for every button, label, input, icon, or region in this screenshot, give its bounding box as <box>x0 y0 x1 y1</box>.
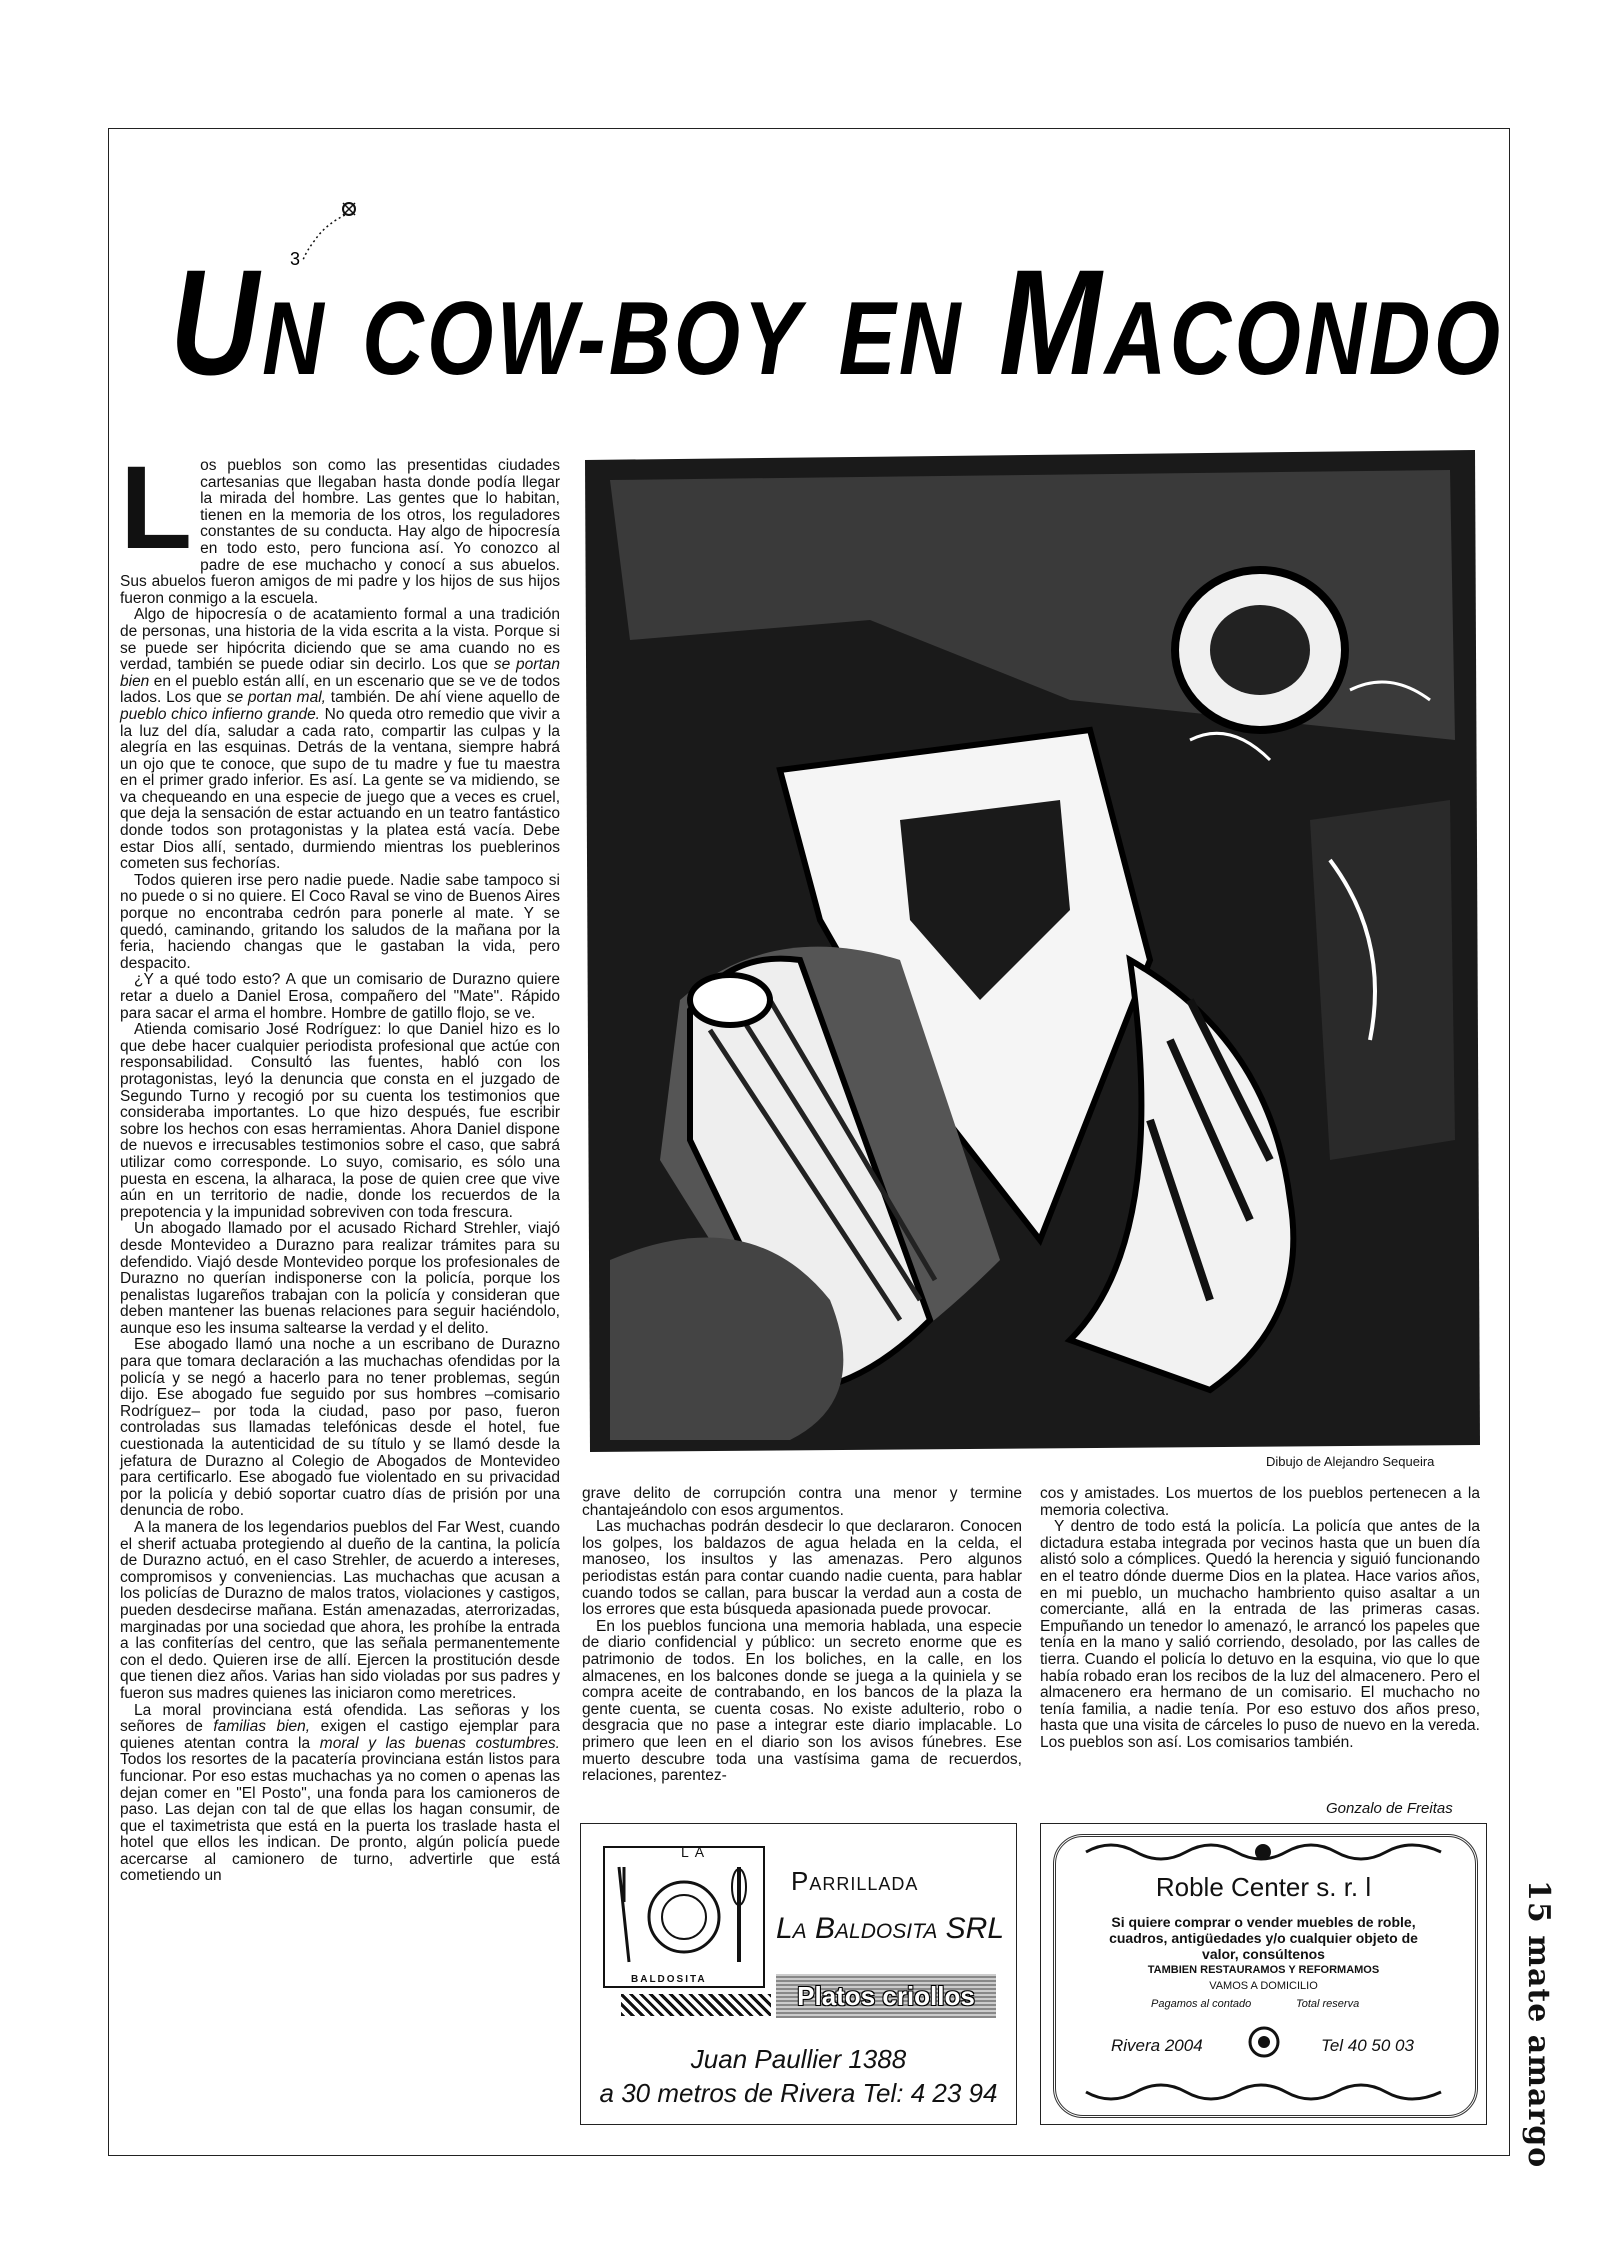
paragraph: grave delito de corrupción contra una menor y termine chantajeándolo con esos argumentos. <box>582 1485 1022 1519</box>
paragraph-text: Todos los resortes de la pacatería provinciana están listos para funcionar. Por eso estas muchachas ya no comen o apenas las dejan comer en "El Posto", una fonda para los camioneros de paso. Las dejan con tal de que ellas los hagan consumir, de que el taximetrista que está en la puerta los traslade hasta el hotel que ellos les indican. De pronto, algún policía puede acercarse al camionero de turno, advertirle que está cometiendo un <box>120 1751 560 1885</box>
paragraph: ¿Y a qué todo esto? A que un comisario de Durazno quiere retar a duelo a Daniel Erosa, compañero del "Mate". Rápido para sacar el arma el hombre. Hombre de gatillo flojo, se ve. <box>120 971 560 1022</box>
paragraph-text: os pueblos son como las presentidas ciudades cartesanias que llegaban hasta donde podía llegar la mirada del hombre. Las gentes que lo habitan, tienen en la memoria de los otros, los reguladores constantes de su conducta. Hay algo de hipocresía en todo esto, pero funciona así. Yo conozco al padre de ese muchacho y conocí a sus abuelos. Sus abuelos fueron amigos de mi padre y los hijos de sus hijos fueron conmigo a la escuela. <box>120 457 560 607</box>
title-part: ACONDO <box>1104 281 1504 397</box>
svg-text:3: 3 <box>290 249 301 269</box>
article-column-2 <box>582 1486 1022 1785</box>
hatched-strip <box>621 1994 771 2016</box>
title-part: U <box>170 238 263 406</box>
ad-payment: Pagamos al contado <box>1151 1998 1252 2010</box>
ad-address: Rivera 2004 <box>1111 2036 1203 2055</box>
article-title <box>170 238 1504 406</box>
ornament-bottom-icon <box>1081 2078 1446 2106</box>
article-column-3 <box>1040 1486 1480 1752</box>
sign-bottom-text: BALDOSITA <box>631 1974 707 1985</box>
italic-text: moral y las buenas costumbres. <box>319 1734 560 1752</box>
paragraph: Atienda comisario José Rodríguez: lo que Daniel hizo es lo que debe hacer cualquier periodista profesional que actúe con responsabilidad. Consultó las fuentes, habló con los protagonistas, leyó la denuncia que consta en el juzgado de Segundo Turno y recogió por su cuenta los testimonios que consideraba importantes. Lo que hizo después, fue escribir sobre los hechos con esas herramientas. Ahora Daniel dispone de nuevos e irrecusables testimonios sobre el caso, que sabrá utilizar como corresponde. Lo suyo, comisario, es sólo una puesta en escena, la alharaca, la pose de quien cree que vive aún en un territorio de nadie, donde los recuerdos de la prepotencia y la impunidad sobreviven con toda frescura. <box>120 1021 560 1221</box>
title-part: N <box>262 281 327 397</box>
title-part: COW-BOY <box>362 281 804 397</box>
author-signature: Gonzalo de Freitas <box>1326 1800 1453 1817</box>
paragraph: Y dentro de todo está la policía. La policía que antes de la dictadura estaba integrada por vecinos hasta que un buen día alistó solo a cómplices. Quedó la herencia y siguió funcionando en el teatro dónde duerme Dios en la platea. Hace varios años, en mi pueblo, un muchacho hambriento quiso asaltar a un comerciante, allá en la entrada de las primeras casas. Empuñando un tenedor lo amenazó, le arrancó los papeles que tenía en la mano y salió corriendo, desolado, por las calles de tierra. Cuando el policía lo detuvo en la esquina, vio que lo que había robado eran los recibos de la luz del almacenero. Pero el almacenero era hermano de un comisario. El muchacho no tenía familia, a nadie tenía. Por eso estuvo dos años preso, hasta que una visita de cárceles lo puso de nuevo en la vereda. Los pueblos son así. Los comisarios también. <box>1040 1518 1480 1751</box>
paragraph <box>120 1703 560 1886</box>
ad-la-baldosita <box>580 1823 1017 2125</box>
restaurant-sign-icon <box>599 1842 769 1992</box>
paragraph: Un abogado llamado por el acusado Richard Strehler, viajó desde Montevideo a Durazno para realizar trámites para su defendido. Viajó desde Montevideo porque los profesionales de Durazno no querían indisponerse con la policía, porque los penalistas lugareños trabajan con la policía y consideran que deben mantener las buenas relaciones para seguir haciéndolo, aunque eso les insuma saltearse la verdad y el delito. <box>120 1220 560 1337</box>
ad-badge: Platos criollos <box>776 1974 996 2018</box>
paragraph-text: No queda otro remedio que vivir a la luz del día, saludar a cada rato, compartir las culpas y la alegría en las esquinas. Detrás de la ventana, siempre habrá un ojo que te conoce, que supo de tu madre y fue tu maestra en el primer grado inferior. Es así. La gente se va midiendo, se va chequeando en una especie de juego que a veces es cruel, que deja la sensación de estar actuando en un teatro fantástico donde todos son protagonistas y la platea está vacía. Debe estar Dios allí, sentado, durmiendo mientras los pueblerinos cometen sus fechorías. <box>120 705 560 873</box>
italic-text: pueblo chico infierno grande. <box>120 705 320 723</box>
paragraph-text: también. De ahí viene aquello de <box>330 689 560 707</box>
italic-text: familias bien, <box>213 1718 311 1736</box>
paragraph <box>120 607 560 873</box>
italic-text: se portan mal, <box>226 689 326 707</box>
ad-roble-center <box>1040 1823 1487 2125</box>
paragraph: A la manera de los legendarios pueblos del Far West, cuando el sherif actuaba protegiendo al dueño de la cantina, la policía de Durazno actuó, en el caso Strehler, de acuerdo a intereses, compromisos y conveniencias. Las muchachas que acusan a los policías de Durazno de malos tratos, violaciones y castigos, pueden desdecirse mañana. Están amenazadas, aterrorizadas, marginadas por una sociedad que ahora, les prohíbe la entrada a las confiterías del centro, que las señala permanentemente con el dedo. Quieren irse de allí. Ejercen la prostitución desde que tienen diez años. Varias han sido violadas por sus padres y fueron sus madres quienes las iniciaron como meretrices. <box>120 1519 560 1702</box>
paragraph-text: Algo de hipocresía o de acatamiento formal a una tradición de personas, una historia de la vida escrita a la vista. Porque si se puede ser hipócrita diciendo que se ama cuando no es verdad, también se puede odiar sin decirlo. Los que <box>120 606 560 674</box>
ad-phone: Tel 40 50 03 <box>1321 2036 1414 2055</box>
title-part: M <box>998 238 1105 406</box>
paragraph-text: en el pueblo están allí, en un escenario que se ve de todos lados. Los que <box>120 672 561 707</box>
page-label <box>1521 1880 1556 2168</box>
paragraph <box>120 442 560 607</box>
publication-sidebar <box>1521 1880 1596 2180</box>
paragraph-text: La moral provinciana está ofendida. Las señoras y los señores de <box>120 1701 560 1736</box>
ad-address-phone: a 30 metros de Rivera Tel: 4 23 94 <box>599 2078 998 2108</box>
ad-heading: Parrillada <box>791 1866 919 1896</box>
ad-payment-2: Total reserva <box>1296 1998 1360 2010</box>
title-part: EN <box>838 281 964 397</box>
ad-address: Juan Paullier 1388 <box>690 2044 907 2074</box>
ad-company-name: Roble Center s. r. l <box>1155 1872 1372 1902</box>
ad-service-2: VAMOS A DOMICILIO <box>1209 1980 1318 1992</box>
article-column-1 <box>120 442 561 1885</box>
illustration-caption: Dibujo de Alejandro Sequeira <box>1266 1454 1435 1469</box>
ad-description: Si quiere comprar o vender muebles de roble, cuadros, antigüedades y/o cualquier objeto de valor, consúltenos <box>1109 1914 1418 1962</box>
ad-service: TAMBIEN RESTAURAMOS Y REFORMAMOS <box>1147 1964 1380 1976</box>
ad-company-name: La Baldosita SRL <box>776 1912 1005 1945</box>
ornament-top-icon <box>1081 1838 1446 1866</box>
drop-cap: L <box>120 442 193 574</box>
paragraph: cos y amistades. Los muertos de los pueblos pertenecen a la memoria colectiva. <box>1040 1485 1480 1519</box>
ornament-medallion-icon <box>1246 2024 1282 2060</box>
paragraph: Todos quieren irse pero nadie puede. Nadie sabe tampoco si no puede o si no quiere. El Coco Raval se vino de Buenos Aires porque no encontraba cedrón para ponerle al mate. Y se quedó, caminando, gritando los saludos de la mañana por la feria, haciendo changas que le gastaban la vida, pero despacito. <box>120 871 560 972</box>
page-number: 15 <box>1521 1880 1556 1924</box>
paragraph-text: exigen el castigo ejemplar para quienes atentan contra la <box>120 1718 560 1752</box>
paragraph: Ese abogado llamó una noche a un escribano de Durazno para que tomara declaración a las muchachas ofendidas por la policía y se negó a hacerlo para no tener problemas, según dijo. Ese abogado fue seguido por sus hombres –comisario Rodríguez– por toda la ciudad, paso por paso, fueron controladas sus llamadas telefónicas desde el hotel, fue cuestionada la autenticidad de su título y se llamó desde la jefatura de Durazno al Colegio de Abogados de Montevideo para certificarlo. Ese abogado fue violentado en su privacidad por la policía y debió soportar cuatro días de prisión por una denuncia de robo. <box>120 1336 560 1520</box>
sign-top-text: LA <box>681 1844 711 1860</box>
paragraph: En los pueblos funciona una memoria hablada, una especie de diario confidencial y público: un secreto enorme que es patrimonio de todos. En los boliches, en la calle, en los almacenes, en los balcones donde se juega a la quiniela y se compra aceite de contrabando, en los bancos de la plaza la gente cuenta, se cuenta cosas. No existe adulterio, robo o desgracia que no pase a integrar este diario implacable. Lo primero que leen en el diario son los avisos fúnebres. Ese muerto descubre toda una vastísima gama de recuerdos, relaciones, parentez- <box>582 1617 1022 1785</box>
italic-text: se portan bien <box>120 656 560 690</box>
paragraph: Las muchachas podrán desdecir lo que declararon. Conocen los golpes, los baldazos de agua helada en la celda, el manoseo, los insultos y las amenazas. Pero algunos periodistas están para contar cuando nadie cuenta, para hablar cuando todos se callan, para buscar la verdad aun a costa de los errores que esta búsqueda apasionada puede provocar. <box>582 1518 1022 1619</box>
cowboy-illustration <box>570 440 1490 1460</box>
publication-name: mate amargo <box>1521 1935 1556 2169</box>
